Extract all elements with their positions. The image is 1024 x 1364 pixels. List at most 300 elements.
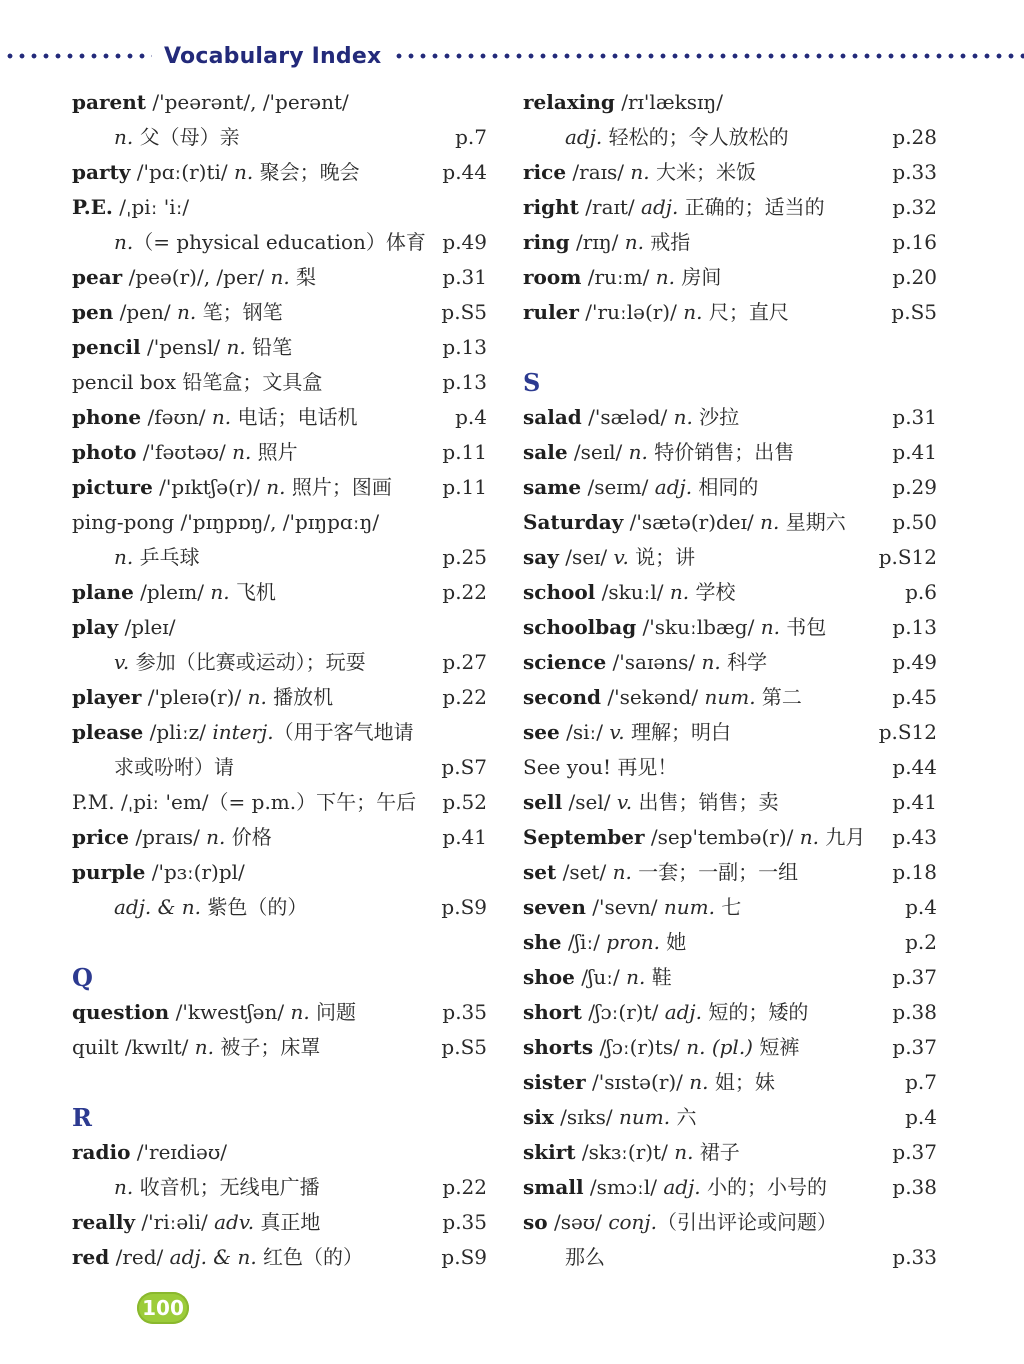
phonetic: /'pɪktʃə(r)/ xyxy=(152,475,267,499)
page-reference: p.2 xyxy=(905,930,937,954)
phonetic: /sɪks/ xyxy=(553,1105,620,1129)
vocab-entry xyxy=(523,190,939,225)
page-reference: p.45 xyxy=(892,685,937,709)
entry-text xyxy=(523,405,739,429)
entry-text xyxy=(523,755,677,779)
phonetic: /peə(r)/, /per/ xyxy=(122,265,271,289)
page-reference: p.11 xyxy=(442,440,487,464)
part-of-speech: n. xyxy=(701,650,721,674)
entry-text xyxy=(523,545,695,569)
headword: picture xyxy=(72,475,153,499)
page-reference: p.S9 xyxy=(441,895,487,919)
entry-text xyxy=(523,930,686,954)
vocab-entry xyxy=(523,1205,939,1240)
vocab-entry xyxy=(72,470,490,505)
definition: 星期六 xyxy=(779,510,846,534)
entry-text xyxy=(72,370,322,394)
entry-text xyxy=(72,545,200,569)
part-of-speech: n. xyxy=(683,300,703,324)
definition: 出售；销售；卖 xyxy=(632,790,779,814)
headword: ruler xyxy=(523,300,579,324)
phonetic: /'pɜː(r)pl/ xyxy=(145,860,245,884)
part-of-speech: num. xyxy=(704,685,756,709)
part-of-speech: n. xyxy=(270,265,290,289)
entry-phrase: P.M. /ˌpiː 'em/（= p.m.）下午；午后 xyxy=(72,790,417,814)
vocab-entry xyxy=(72,155,490,190)
page-reference: p.S12 xyxy=(878,545,937,569)
page-reference: p.49 xyxy=(892,650,937,674)
headword: plane xyxy=(72,580,134,604)
page-reference: p.28 xyxy=(892,125,937,149)
headword: photo xyxy=(72,440,137,464)
entry-text xyxy=(72,230,426,254)
vocab-entry xyxy=(523,435,939,470)
part-of-speech: n. xyxy=(114,125,134,149)
phonetic: /ʃuː/ xyxy=(574,965,627,989)
spacer xyxy=(72,1065,490,1100)
phonetic: /'pɑː(r)ti/ xyxy=(130,160,234,184)
phonetic: /smɔːl/ xyxy=(583,1175,664,1199)
headword: schoolbag xyxy=(523,615,637,639)
page-reference: p.22 xyxy=(442,685,487,709)
entry-text xyxy=(523,1210,837,1234)
headword: radio xyxy=(72,1140,131,1164)
definition: 那么 xyxy=(565,1245,605,1269)
definition: 真正地 xyxy=(254,1210,321,1234)
header-dots-left xyxy=(4,53,152,59)
headword: P.E. xyxy=(72,195,113,219)
phonetic: /red/ xyxy=(109,1245,170,1269)
page-reference: p.52 xyxy=(442,790,487,814)
headword: player xyxy=(72,685,142,709)
part-of-speech: n. xyxy=(226,335,246,359)
definition: 第二 xyxy=(755,685,802,709)
vocab-entry xyxy=(523,1170,939,1205)
vocab-entry xyxy=(523,960,939,995)
phonetic: /'reɪdiəʊ/ xyxy=(130,1140,227,1164)
page-reference: p.37 xyxy=(892,965,937,989)
headword: six xyxy=(523,1105,554,1129)
definition: （用于客气地请 xyxy=(273,720,414,744)
entry-text xyxy=(523,125,789,149)
page-reference: p.S5 xyxy=(441,1035,487,1059)
headword: shorts xyxy=(523,1035,594,1059)
page-reference: p.37 xyxy=(892,1140,937,1164)
page-reference: p.20 xyxy=(892,265,937,289)
page-reference: p.33 xyxy=(892,1245,937,1269)
vocab-entry xyxy=(523,645,939,680)
phonetic: /'sɪstə(r)/ xyxy=(585,1070,690,1094)
phonetic: /'skuːlbæg/ xyxy=(636,615,761,639)
definition: 聚会；晚会 xyxy=(253,160,360,184)
headword: rice xyxy=(523,160,567,184)
part-of-speech: n. xyxy=(630,160,650,184)
page-reference: p.31 xyxy=(442,265,487,289)
part-of-speech: n. xyxy=(612,860,632,884)
definition: 小的；小号的 xyxy=(700,1175,827,1199)
vocab-entry xyxy=(72,295,490,330)
definition: 父（母）亲 xyxy=(133,125,240,149)
part-of-speech: num. xyxy=(619,1105,671,1129)
page-reference: p.S5 xyxy=(891,300,937,324)
part-of-speech: n. xyxy=(114,1175,134,1199)
phonetic: /'sevn/ xyxy=(585,895,664,919)
entry-text xyxy=(72,90,349,114)
vocab-entry xyxy=(72,85,490,120)
definition: 沙拉 xyxy=(692,405,740,429)
phonetic: /'ruːlə(r)/ xyxy=(578,300,684,324)
page-reference: p.13 xyxy=(442,370,487,394)
left-column xyxy=(72,85,490,1275)
definition: 照片；图画 xyxy=(285,475,392,499)
phonetic: /skuːl/ xyxy=(595,580,670,604)
part-of-speech: n. xyxy=(760,615,780,639)
part-of-speech: adj. xyxy=(664,1000,702,1024)
entry-text xyxy=(523,195,825,219)
headword: Saturday xyxy=(523,510,624,534)
part-of-speech: n. xyxy=(624,230,644,254)
page-reference: p.41 xyxy=(442,825,487,849)
vocab-entry xyxy=(72,645,490,680)
vocab-entry xyxy=(72,890,490,925)
spacer xyxy=(72,925,490,960)
part-of-speech: n. xyxy=(626,965,646,989)
phonetic: /raɪt/ xyxy=(578,195,642,219)
vocab-entry xyxy=(523,225,939,260)
definition: 大米；米饭 xyxy=(649,160,756,184)
section-letter: R xyxy=(72,1103,92,1132)
entry-text xyxy=(523,580,735,604)
phonetic: /'peərənt/, /'perənt/ xyxy=(145,90,349,114)
entry-text xyxy=(523,440,794,464)
page-reference: p.49 xyxy=(442,230,487,254)
part-of-speech: n. xyxy=(628,440,648,464)
page-reference: p.27 xyxy=(442,650,487,674)
phonetic: /pleɪ/ xyxy=(118,615,176,639)
spacer xyxy=(523,330,939,365)
vocab-entry xyxy=(523,820,939,855)
vocab-entry xyxy=(72,1170,490,1205)
entry-text xyxy=(523,90,723,114)
vocab-entry xyxy=(523,1135,939,1170)
part-of-speech: n. xyxy=(194,1035,215,1059)
part-of-speech: pron. xyxy=(606,930,660,954)
entry-text xyxy=(523,300,789,324)
vocab-entry xyxy=(72,575,490,610)
phonetic: /pleɪn/ xyxy=(133,580,211,604)
phonetic: /pliːz/ xyxy=(143,720,213,744)
vocab-entry xyxy=(72,365,490,400)
part-of-speech: interj. xyxy=(212,720,274,744)
header-dots-right xyxy=(393,53,1024,59)
part-of-speech: n. xyxy=(114,230,134,254)
section-header xyxy=(523,365,939,400)
vocab-entry xyxy=(72,1240,490,1275)
page-reference: p.S9 xyxy=(441,1245,487,1269)
vocab-entry xyxy=(72,680,490,715)
entry-text xyxy=(72,195,189,219)
headword: play xyxy=(72,615,119,639)
page-reference: p.41 xyxy=(892,440,937,464)
entry-text xyxy=(72,685,333,709)
headword: say xyxy=(523,545,559,569)
definition: 梨 xyxy=(289,265,317,289)
definition: 理解；明白 xyxy=(624,720,731,744)
entry-text xyxy=(72,825,272,849)
definition: 九月 xyxy=(819,825,866,849)
part-of-speech: adj. xyxy=(663,1175,701,1199)
part-of-speech: n. (pl.) xyxy=(686,1035,753,1059)
phonetic: /sep'tembə(r)/ xyxy=(644,825,800,849)
page-reference: p.38 xyxy=(892,1175,937,1199)
part-of-speech: n. xyxy=(290,1000,310,1024)
definition: 求或吩咐）请 xyxy=(114,755,234,779)
definition: 价格 xyxy=(225,825,272,849)
headword: pen xyxy=(72,300,114,324)
phonetic: /'kwestʃən/ xyxy=(169,1000,291,1024)
definition: 鞋 xyxy=(645,965,672,989)
page-reference: p.22 xyxy=(442,1175,487,1199)
headword: science xyxy=(523,650,607,674)
entry-text xyxy=(72,1245,363,1269)
part-of-speech: n. xyxy=(673,405,693,429)
page-reference: p.41 xyxy=(892,790,937,814)
page-reference: p.13 xyxy=(892,615,937,639)
page-reference: p.4 xyxy=(455,405,487,429)
page-reference: p.33 xyxy=(892,160,937,184)
headword: price xyxy=(72,825,130,849)
definition: 轻松的；令人放松的 xyxy=(602,125,789,149)
part-of-speech: n. xyxy=(114,545,134,569)
part-of-speech: adj. xyxy=(565,125,603,149)
entry-text xyxy=(72,1140,227,1164)
part-of-speech: n. xyxy=(669,580,690,604)
phonetic: /ruːm/ xyxy=(581,265,656,289)
vocab-entry xyxy=(72,1135,490,1170)
definition: 一套；一副；一组 xyxy=(631,860,799,884)
entry-text xyxy=(72,125,240,149)
headword: skirt xyxy=(523,1140,576,1164)
headword: she xyxy=(523,930,562,954)
vocab-entry xyxy=(72,540,490,575)
vocab-entry xyxy=(523,295,939,330)
phonetic: /'fəʊtəʊ/ xyxy=(136,440,233,464)
part-of-speech: v. xyxy=(613,545,629,569)
vocab-entry xyxy=(523,505,939,540)
headword: salad xyxy=(523,405,582,429)
entry-text xyxy=(523,790,779,814)
vocab-entry xyxy=(523,785,939,820)
headword: second xyxy=(523,685,602,709)
part-of-speech: n. xyxy=(233,160,254,184)
phonetic: /səʊ/ xyxy=(547,1210,609,1234)
vocab-entry xyxy=(72,715,490,750)
headword: question xyxy=(72,1000,170,1024)
page-reference: p.4 xyxy=(905,1105,937,1129)
section-header xyxy=(72,1100,490,1135)
definition: 学校 xyxy=(689,580,736,604)
part-of-speech: n. xyxy=(266,475,286,499)
page-reference: p.37 xyxy=(892,1035,937,1059)
phonetic: /'sætə(r)deɪ/ xyxy=(623,510,761,534)
page-reference: p.50 xyxy=(892,510,937,534)
page-reference: p.35 xyxy=(442,1000,487,1024)
headword: small xyxy=(523,1175,584,1199)
definition: 姐；妹 xyxy=(708,1070,775,1094)
phonetic: /rɪ'læksɪŋ/ xyxy=(614,90,724,114)
definition: 房间 xyxy=(674,265,722,289)
part-of-speech: adj. & n. xyxy=(114,895,202,919)
definition: 她 xyxy=(659,930,687,954)
phonetic: /'pleɪə(r)/ xyxy=(141,685,248,709)
entry-text xyxy=(523,1245,605,1269)
vocab-entry xyxy=(523,890,939,925)
entry-phrase: pencil box 铅笔盒；文具盒 xyxy=(72,370,323,394)
entry-text xyxy=(523,720,731,744)
phonetic: /pen/ xyxy=(113,300,177,324)
phonetic: /fəʊn/ xyxy=(141,405,212,429)
definition: 问题 xyxy=(309,1000,357,1024)
page-reference: p.43 xyxy=(892,825,937,849)
entry-text xyxy=(523,1105,696,1129)
headword: sell xyxy=(523,790,563,814)
page-reference: p.29 xyxy=(892,475,937,499)
phonetic: /ʃiː/ xyxy=(561,930,607,954)
vocab-entry xyxy=(523,1240,939,1275)
headword: seven xyxy=(523,895,586,919)
headword: September xyxy=(523,825,645,849)
part-of-speech: n. xyxy=(689,1070,709,1094)
page-reference: p.16 xyxy=(892,230,937,254)
vocab-entry xyxy=(523,925,939,960)
vocab-entry xyxy=(72,855,490,890)
headword: party xyxy=(72,160,131,184)
phonetic: /ʃɔː(r)ts/ xyxy=(593,1035,687,1059)
vocab-entry xyxy=(523,155,939,190)
vocab-entry xyxy=(523,610,939,645)
part-of-speech: n. xyxy=(247,685,267,709)
definition: 短的；矮的 xyxy=(701,1000,809,1024)
phonetic: /sel/ xyxy=(562,790,617,814)
entry-text xyxy=(523,685,802,709)
phonetic: /seɪm/ xyxy=(581,475,655,499)
vocab-entry xyxy=(72,820,490,855)
headword: pear xyxy=(72,265,123,289)
page-reference: p.6 xyxy=(905,580,937,604)
phonetic: /seɪl/ xyxy=(567,440,629,464)
headword: room xyxy=(523,265,582,289)
vocab-entry xyxy=(523,750,939,785)
part-of-speech: n. xyxy=(655,265,675,289)
definition: 播放机 xyxy=(266,685,334,709)
page-reference: p.22 xyxy=(442,580,487,604)
entry-text xyxy=(72,755,234,779)
definition: 收音机；无线电广播 xyxy=(133,1175,320,1199)
entry-text xyxy=(72,475,392,499)
definition: 戒指 xyxy=(643,230,691,254)
vocab-entry xyxy=(72,435,490,470)
headword: really xyxy=(72,1210,136,1234)
part-of-speech: conj. xyxy=(608,1210,657,1234)
headword: shoe xyxy=(523,965,575,989)
part-of-speech: n. xyxy=(176,300,197,324)
page-reference: p.S12 xyxy=(878,720,937,744)
phonetic: /raɪs/ xyxy=(566,160,631,184)
phonetic: /'pensl/ xyxy=(140,335,227,359)
part-of-speech: n. xyxy=(211,405,232,429)
page-reference: p.35 xyxy=(442,1210,487,1234)
vocab-entry xyxy=(523,85,939,120)
headword: ring xyxy=(523,230,570,254)
page-reference: p.44 xyxy=(892,755,937,779)
entry-text xyxy=(72,1000,356,1024)
entry-phrase: ping-pong /'pɪŋpɒŋ/, /'pɪŋpɑːŋ/ xyxy=(72,510,380,534)
part-of-speech: n. xyxy=(674,1140,694,1164)
entry-text xyxy=(523,650,767,674)
vocab-entry xyxy=(523,680,939,715)
part-of-speech: n. xyxy=(760,510,780,534)
part-of-speech: v. xyxy=(609,720,625,744)
entry-text xyxy=(72,720,414,744)
entry-text xyxy=(72,335,292,359)
page-reference: p.7 xyxy=(455,125,487,149)
page-reference: p.18 xyxy=(892,860,937,884)
vocab-entry xyxy=(523,260,939,295)
header-title: Vocabulary Index xyxy=(164,43,382,69)
entry-text xyxy=(72,790,416,814)
headword: purple xyxy=(72,860,146,884)
entry-text xyxy=(72,265,316,289)
vocab-entry xyxy=(72,610,490,645)
headword: phone xyxy=(72,405,142,429)
headword: please xyxy=(72,720,144,744)
definition: 书包 xyxy=(779,615,827,639)
definition: 铅笔 xyxy=(245,335,293,359)
definition: 被子；床罩 xyxy=(214,1035,321,1059)
phonetic: /'riːəli/ xyxy=(135,1210,215,1234)
definition: 参加（比赛或运动）；玩耍 xyxy=(129,650,366,674)
phonetic: /skɜː(r)t/ xyxy=(575,1140,675,1164)
vocab-entry xyxy=(72,995,490,1030)
entry-text xyxy=(523,510,846,534)
headword: right xyxy=(523,195,579,219)
part-of-speech: n. xyxy=(799,825,820,849)
part-of-speech: num. xyxy=(663,895,715,919)
entry-text xyxy=(523,265,721,289)
definition: 相同的 xyxy=(692,475,759,499)
phonetic: /seɪ/ xyxy=(558,545,614,569)
vocab-entry xyxy=(72,785,490,820)
entry-text xyxy=(523,160,756,184)
definition: 红色（的） xyxy=(256,1245,364,1269)
headword: set xyxy=(523,860,557,884)
vocab-entry xyxy=(523,715,939,750)
part-of-speech: v. xyxy=(616,790,633,814)
index-header xyxy=(0,38,1024,74)
part-of-speech: n. xyxy=(206,825,226,849)
phonetic: /praɪs/ xyxy=(129,825,207,849)
definition: 特价销售；出售 xyxy=(647,440,795,464)
entry-text xyxy=(72,650,366,674)
definition: （引出评论或问题） xyxy=(657,1210,837,1234)
entry-phrase: quilt /kwɪlt/ xyxy=(72,1035,195,1059)
entry-text xyxy=(72,580,276,604)
vocab-entry xyxy=(72,505,490,540)
vocab-entry xyxy=(72,1030,490,1065)
vocab-entry xyxy=(523,855,939,890)
headword: parent xyxy=(72,90,146,114)
definition: 照片 xyxy=(251,440,298,464)
